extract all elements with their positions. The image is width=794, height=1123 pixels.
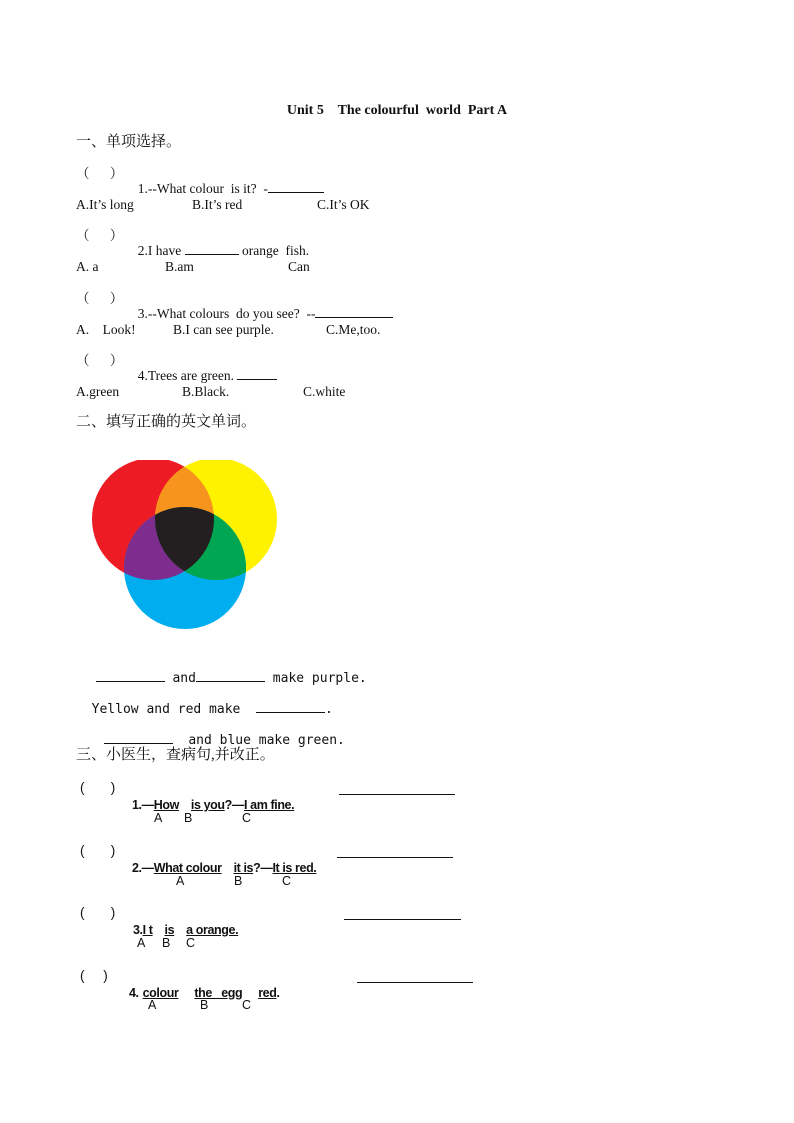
s3-item3-paren: ( ) — [80, 905, 116, 920]
q2-answer-blank[interactable] — [185, 243, 239, 255]
s3-item1-sentence — [124, 781, 294, 813]
q1-stem-text: 1.--What colour is it? - — [137, 180, 268, 196]
fill-line-3 — [88, 719, 345, 747]
s3-item3-letter-a: A — [137, 936, 146, 950]
s3-item4-letter-b: B — [200, 998, 209, 1012]
q4-answer-blank[interactable] — [237, 368, 277, 380]
fill-line-2 — [76, 688, 333, 716]
q3-answer-blank[interactable] — [315, 306, 393, 318]
s3-item3-letter-b: B — [162, 936, 171, 950]
s3-item3-word-a: I t — [142, 923, 153, 937]
q1-answer-blank[interactable] — [268, 181, 324, 193]
s3-item1-mid: ?— — [224, 798, 244, 812]
fill-line-2-blank[interactable] — [256, 701, 325, 713]
s3-item1-paren: ( ) — [80, 780, 116, 795]
s3-item2-answer-line[interactable] — [337, 857, 453, 858]
s3-item4-end: . — [276, 986, 280, 1000]
q2-option-b: B.am — [165, 259, 194, 274]
color-mixing-venn-diagram — [90, 460, 280, 632]
s3-item1-num: 1.— — [132, 798, 154, 812]
s3-item4-answer-line[interactable] — [357, 982, 473, 983]
q2-option-c: Can — [288, 259, 310, 274]
q3-option-a: A. Look! — [76, 322, 136, 337]
s3-item2-letter-b: B — [234, 874, 243, 888]
q2-stem-text: 2.I have — [137, 242, 182, 258]
s3-item4-letter-c: C — [242, 998, 252, 1012]
section1-heading: 一、单项选择。 — [76, 134, 182, 150]
section3-heading: 三、小医生，查病句,并改正。 — [76, 747, 275, 763]
q2-paren: （ ） — [76, 228, 124, 243]
s3-item3-num: 3. — [133, 923, 143, 937]
q4-option-b: B.Black. — [182, 384, 230, 399]
s3-item2-num: 2.— — [132, 861, 154, 875]
s3-item4-sentence — [121, 969, 280, 1001]
s3-item1-answer-line[interactable] — [339, 794, 455, 795]
s3-item2-letter-a: A — [176, 874, 185, 888]
fill-line-1-blank-1[interactable] — [96, 670, 165, 682]
s3-item3-word-c: a orange. — [186, 923, 239, 937]
q3-option-c: C.Me,too. — [326, 322, 381, 337]
s3-item1-word-a: How — [153, 798, 179, 812]
s3-item3-answer-line[interactable] — [344, 919, 461, 920]
s3-item3-word-b: is — [164, 923, 175, 937]
s3-item4-paren: ( ) — [80, 968, 108, 983]
s3-item4-letter-a: A — [148, 998, 157, 1012]
q4-stem — [131, 354, 277, 382]
s3-item4-word-a: colour — [142, 986, 179, 1000]
q4-stem-text: 4.Trees are green. — [137, 367, 234, 383]
page-title: Unit 5 The colourful world Part A — [286, 103, 508, 118]
s3-item1-word-b: is you — [190, 798, 225, 812]
s3-item2-word-b: it is — [233, 861, 254, 875]
fill-line-1-end: make purple. — [272, 671, 367, 686]
s3-item3-sentence — [125, 906, 238, 938]
q4-paren: （ ） — [76, 353, 124, 368]
q2-stem-after: orange fish. — [241, 242, 310, 258]
q4-option-a: A.green — [76, 384, 120, 399]
fill-line-2-start: Yellow and red make — [91, 702, 241, 717]
s3-item1-letter-a: A — [154, 811, 163, 825]
q3-stem — [131, 292, 393, 320]
fill-line-3-end: and blue make green. — [188, 733, 345, 748]
q3-stem-text: 3.--What colours do you see? -- — [137, 305, 316, 321]
s3-item2-paren: ( ) — [80, 843, 116, 858]
s3-item2-sentence — [124, 844, 316, 876]
s3-item4-num: 4. — [129, 986, 139, 1000]
s3-item2-word-c: It is red. — [272, 861, 317, 875]
q4-option-c: C.white — [303, 384, 346, 399]
q1-paren: （ ） — [76, 166, 124, 181]
s3-item1-word-c: I am fine. — [244, 798, 295, 812]
q1-option-c: C.It’s OK — [317, 197, 370, 212]
q1-option-b: B.It’s red — [192, 197, 243, 212]
q2-option-a: A. a — [76, 259, 99, 274]
fill-line-3-blank[interactable] — [104, 732, 173, 744]
fill-line-2-end: . — [325, 702, 333, 717]
s3-item2-letter-c: C — [282, 874, 292, 888]
q3-option-b: B.I can see purple. — [173, 322, 274, 337]
q1-stem — [131, 167, 324, 195]
q2-stem — [131, 229, 309, 257]
s3-item4-word-c: red — [258, 986, 277, 1000]
q3-paren: （ ） — [76, 291, 124, 306]
q1-option-a: A.It’s long — [76, 197, 134, 212]
fill-line-1-blank-2[interactable] — [196, 670, 265, 682]
s3-item3-letter-c: C — [186, 936, 196, 950]
s3-item4-word-b: the egg — [194, 986, 243, 1000]
s3-item1-letter-b: B — [184, 811, 193, 825]
section2-heading: 二、填写正确的英文单词。 — [76, 414, 257, 430]
s3-item2-word-a: What colour — [153, 861, 222, 875]
fill-line-1 — [80, 657, 367, 685]
s3-item2-mid: ?— — [253, 861, 273, 875]
s3-item1-letter-c: C — [242, 811, 252, 825]
fill-line-1-and: and — [172, 671, 196, 686]
